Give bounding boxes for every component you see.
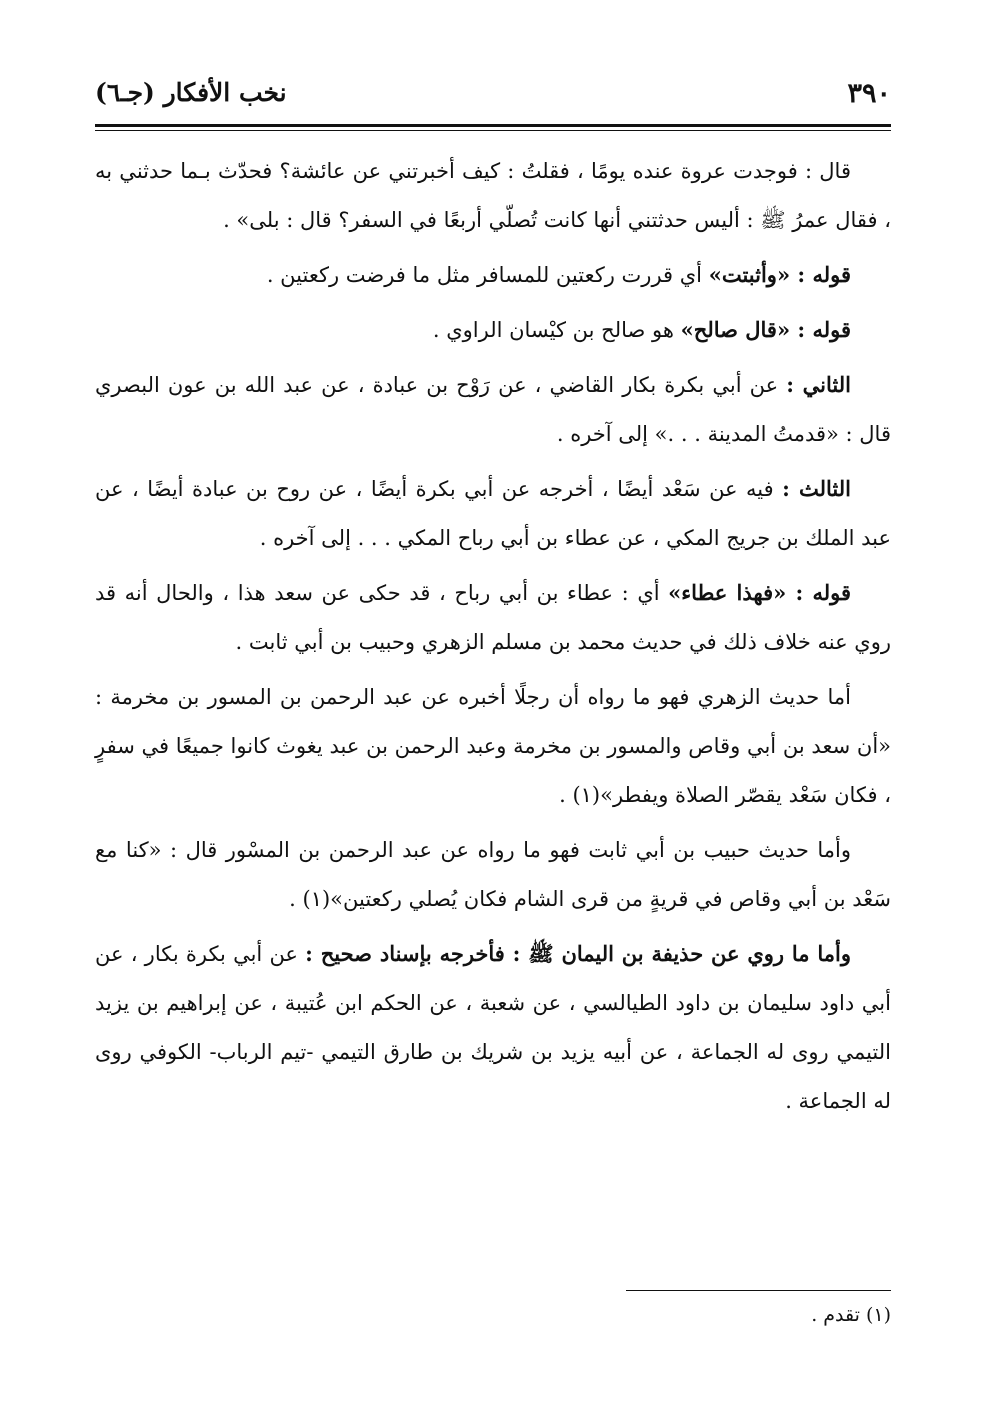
paragraph-lead: الثالث : — [782, 476, 851, 501]
paragraph-lead: قوله : «وأثبتت» — [708, 262, 851, 287]
paragraph-text: أي : عطاء بن أبي رباح ، قد حكى عن سعد هذا ، والحال أنه قد روي عنه خلاف ذلك في حديث محمد بن مسلم الزهري وحبيب بن أبي ثابت . — [95, 581, 891, 654]
main-text — [95, 146, 891, 1131]
header-rule-thick — [95, 124, 891, 127]
footnote: (١) تقدم . — [811, 1304, 891, 1326]
paragraph-lead: وأما ما روي عن حذيفة بن اليمان ﷺ : فأخرجه بإسناد صحيح : — [305, 941, 851, 966]
paragraph — [95, 360, 891, 459]
paragraph-text: هو صالح بن كيْسان الراوي . — [432, 318, 681, 342]
paragraph-text: عن أبي بكرة بكار ، عن أبي داود سليمان بن داود الطيالسي ، عن شعبة ، عن الحكم ابن عُتيبة ، عن إبراهيم بن يزيد التيمي روى له الجماعة ، عن أبيه يزيد بن شريك بن طارق التيمي -تيم الرباب- الكوفي روى له الجماعة . — [95, 942, 891, 1113]
paragraph — [95, 568, 891, 667]
paragraph-text: وأما حديث حبيب بن أبي ثابت فهو ما رواه عن عبد الرحمن بن المسْور قال : «كنا مع سَعْد بن أبي وقاص في قريةٍ من قرى الشام فكان يُصلي ركعتين»(١) . — [95, 838, 891, 911]
paragraph-lead: الثاني : — [786, 372, 851, 397]
running-title: نخب الأفكار (جـ٦) — [95, 78, 287, 107]
page-header — [95, 78, 891, 122]
paragraph-lead: قوله : «فهذا عطاء» — [668, 580, 851, 605]
footnote-separator — [626, 1290, 891, 1291]
paragraph — [95, 464, 891, 563]
paragraph-text: أما حديث الزهري فهو ما رواه أن رجلًا أخبره عن عبد الرحمن بن المسور بن مخرمة : «أن سعد بن أبي وقاص والمسور بن مخرمة وعبد الرحمن بن عبد يغوث كانوا جميعًا في سفرٍ ، فكان سَعْد يقصّر الصلاة ويفطر»(١) . — [95, 685, 891, 807]
paragraph-text: عن أبي بكرة بكار القاضي ، عن رَوْح بن عبادة ، عن عبد الله بن عون البصري قال : «قدمتُ المدينة . . .» إلى آخره . — [95, 373, 891, 446]
paragraph-text: فيه عن سَعْد أيضًا ، أخرجه عن أبي بكرة أيضًا ، عن روح بن عبادة أيضًا ، عن عبد الملك بن جريج المكي ، عن عطاء بن أبي رباح المكي . . . إلى آخره . — [95, 477, 891, 550]
paragraph-lead: قوله : «قال صالح» — [680, 317, 851, 342]
paragraph — [95, 672, 891, 820]
header-rule-thin — [95, 130, 891, 131]
paragraph — [95, 825, 891, 924]
paragraph-text: قال : فوجدت عروة عنده يومًا ، فقلتُ : كيف أخبرتني عن عائشة؟ فحدّث بـما حدثني به ، فقال عمرُ ﷺ : أليس حدثتني أنها كانت تُصلّي أربعًا في السفر؟ قال : بلى» . — [95, 159, 891, 232]
paragraph — [95, 146, 891, 245]
paragraph — [95, 929, 891, 1126]
paragraph — [95, 250, 891, 300]
paragraph-text: أي قررت ركعتين للمسافر مثل ما فرضت ركعتين . — [266, 263, 709, 287]
paragraph — [95, 305, 891, 355]
page-number: ٣٩٠ — [847, 78, 891, 109]
